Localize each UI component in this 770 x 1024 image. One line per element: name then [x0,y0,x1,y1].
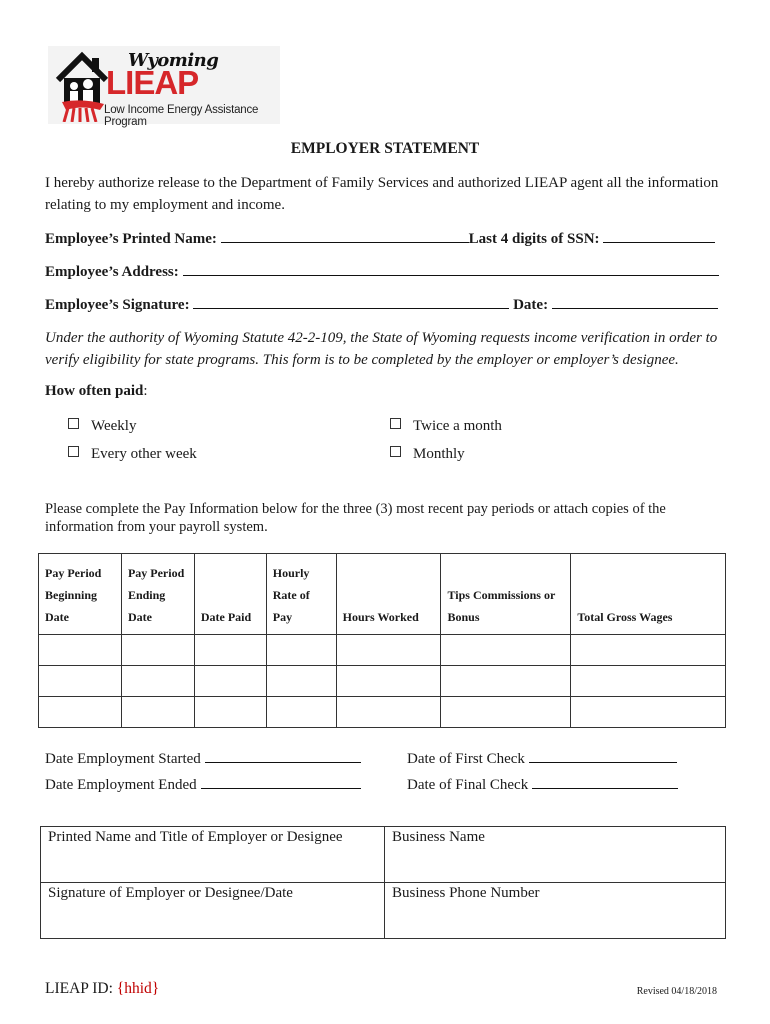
table-cell[interactable] [194,666,266,697]
employee-address-row [45,260,735,283]
option-every-other-week[interactable]: Every other week [68,446,197,463]
header-hours-worked: Hours Worked [336,554,441,635]
table-cell[interactable] [336,697,441,728]
employer-info-table [40,826,726,939]
checkbox-weekly[interactable] [68,418,79,429]
table-cell[interactable] [266,666,336,697]
pay-instructions: Please complete the Pay Information below for the three (3) most recent pay periods or attach copies of the information from your payroll system. [45,501,666,535]
employer-row-2 [41,883,726,939]
table-cell[interactable] [336,666,441,697]
lieap-id [45,980,159,998]
header-pay-period-beginning: Pay Period Beginning Date [39,554,122,635]
table-row [39,666,726,697]
pay-info-table [38,553,726,728]
ssn-label: Last 4 digits of SSN: [468,231,600,247]
table-row [39,697,726,728]
business-phone-field[interactable]: Business Phone Number [385,883,726,939]
logo-script-text: Wyoming [128,50,219,71]
employee-name-row [45,227,735,250]
table-cell[interactable] [441,635,571,666]
option-monthly[interactable]: Monthly [390,446,465,463]
date-final-check-field[interactable] [532,773,678,789]
table-cell[interactable] [266,635,336,666]
header-tips-commissions: Tips Commissions or Bonus [441,554,571,635]
ssn-field[interactable] [603,227,715,243]
logo-subtitle: Low Income Energy Assistance Program [104,104,259,128]
employee-signature-field[interactable] [193,293,509,309]
how-often-label: How often paid [45,383,144,399]
checkbox-twice-a-month[interactable] [390,418,401,429]
employer-row-1 [41,827,726,883]
table-cell[interactable] [194,635,266,666]
date-first-check-row [407,747,677,768]
table-cell[interactable] [39,666,122,697]
employee-name-label: Employee’s Printed Name: [45,231,217,247]
header-date-paid: Date Paid [194,554,266,635]
page-title: EMPLOYER STATEMENT [290,140,480,157]
lieap-logo [48,46,280,128]
table-cell[interactable] [336,635,441,666]
logo-wordmark: LIEAP [106,64,199,101]
how-often-heading: How often paid: [45,383,148,399]
header-hourly-rate: Hourly Rate of Pay [266,554,336,635]
table-cell[interactable] [194,697,266,728]
authorization-text: I hereby authorize release to the Department of Family Services and authorized LIEAP agent all the information relating to my employment and income. [45,175,719,213]
employee-date-label: Date: [513,297,549,313]
employee-signature-label: Employee’s Signature: [45,297,190,313]
table-cell[interactable] [39,635,122,666]
lieap-id-value: {hhid} [116,980,160,997]
option-twice-a-month[interactable]: Twice a month [390,418,502,435]
table-row [39,635,726,666]
employee-signature-row [45,293,735,316]
table-cell[interactable] [441,666,571,697]
table-cell[interactable] [571,697,726,728]
employee-name-field[interactable] [221,227,469,243]
employee-address-label: Employee’s Address: [45,264,179,280]
date-final-check-label: Date of Final Check [407,777,529,793]
employee-address-field[interactable] [183,260,719,276]
date-employment-started-row [45,747,361,768]
date-employment-started-label: Date Employment Started [45,751,201,767]
table-cell[interactable] [571,635,726,666]
employer-signature-field[interactable]: Signature of Employer or Designee/Date [41,883,385,939]
date-final-check-row [407,773,678,794]
table-cell[interactable] [39,697,122,728]
checkbox-every-other-week[interactable] [68,446,79,457]
date-employment-ended-label: Date Employment Ended [45,777,197,793]
pay-table-header-row [39,554,726,635]
revised-date: Revised 04/18/2018 [636,986,717,997]
header-total-gross-wages: Total Gross Wages [571,554,726,635]
table-cell[interactable] [441,697,571,728]
date-employment-ended-row [45,773,361,794]
employee-date-field[interactable] [552,293,718,309]
date-employment-started-field[interactable] [205,747,361,763]
table-cell[interactable] [121,697,194,728]
employer-printed-name-field[interactable]: Printed Name and Title of Employer or Designee [41,827,385,883]
table-cell[interactable] [121,666,194,697]
header-pay-period-ending: Pay Period Ending Date [121,554,194,635]
business-name-field[interactable]: Business Name [385,827,726,883]
date-first-check-label: Date of First Check [407,751,525,767]
date-employment-ended-field[interactable] [201,773,361,789]
table-cell[interactable] [571,666,726,697]
statute-note: Under the authority of Wyoming Statute 42-2-109, the State of Wyoming requests income verification in order to verify eligibility for state programs. This form is to be completed by the employer or employer’s designee. [45,330,718,368]
checkbox-monthly[interactable] [390,446,401,457]
date-first-check-field[interactable] [529,747,677,763]
lieap-id-label: LIEAP ID: [45,980,113,997]
option-weekly[interactable]: Weekly [68,418,136,435]
table-cell[interactable] [266,697,336,728]
table-cell[interactable] [121,635,194,666]
